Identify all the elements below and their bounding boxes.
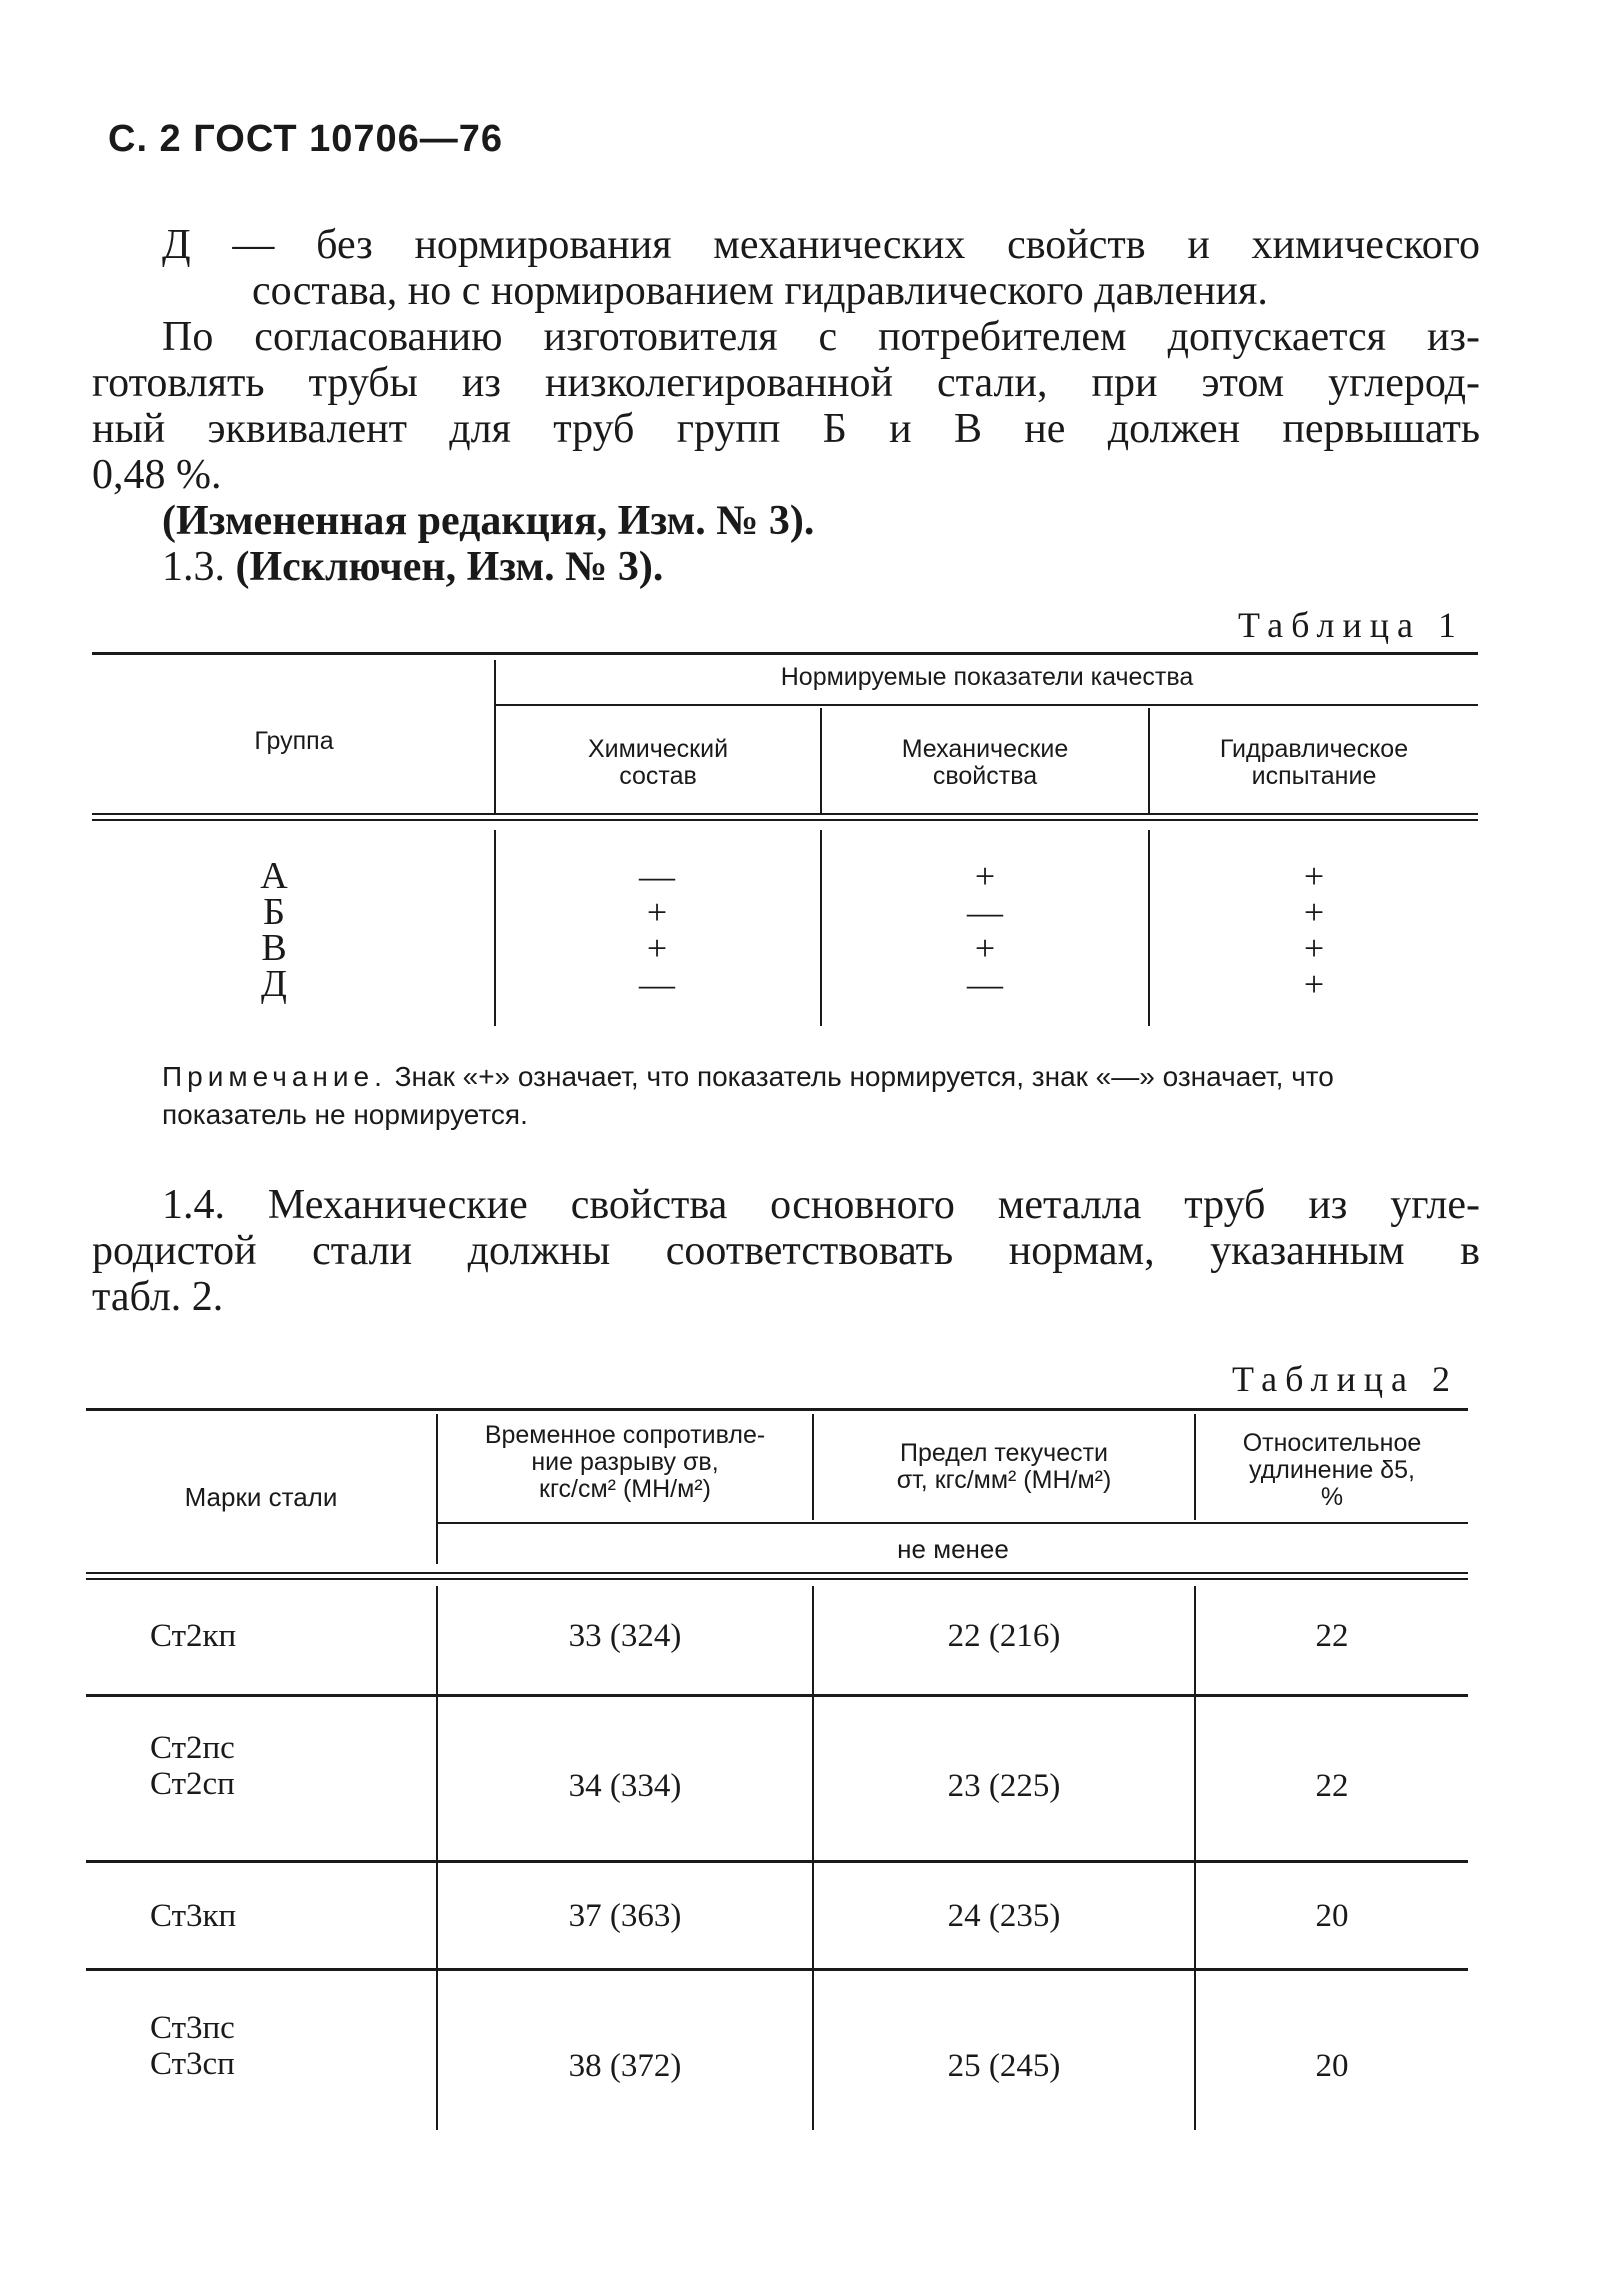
table1-row-a-mech: + [974,856,996,896]
table2-row3-grade: Ст3кп [150,1898,237,1934]
table1-col-chem [496,736,820,790]
table1-body-vline-1 [494,830,496,1026]
table2-top-rule [86,1408,1468,1411]
table2-col-elong-line1: Относительное [1242,1429,1422,1457]
table2-col-tensile-line2: ние разрыву σв, [531,1448,719,1476]
table1-row-b-group: Б [263,891,285,933]
para-d-line2: состава, но с нормированием гидравлического давления. [252,268,1268,314]
table2-row3-yield: 24 (235) [947,1898,1061,1934]
table1-row-a-chem: — [639,856,675,896]
table2-col-yield-line2: σт, кгс/мм² (МН/м²) [896,1466,1112,1494]
para-agree-line3: ный эквивалент для труб групп Б и В не должен первышать [92,406,1480,452]
table1-col-hydro-line1: Гидравлическое [1219,735,1409,763]
table2-row1-elong: 22 [1315,1618,1349,1654]
table2-row3-tensile: 37 (363) [568,1898,682,1934]
table2-col-elong [1196,1430,1468,1511]
table1-col-mech-line2: свойства [932,762,1038,790]
section-1-4-line1: 1.4. Механические свойства основного металла труб из угле- [162,1182,1480,1228]
table1-col-group: Группа [254,727,334,755]
table1-row-a-group: А [260,855,288,897]
table2-header-rule-a [86,1572,1468,1574]
table1-note-label: Примечание. [162,1061,387,1092]
table1-row-d-group: Д [261,963,287,1005]
table2-col-tensile-line1: Временное сопротивле- [484,1421,766,1449]
table1-row-b-hydro: + [1303,892,1325,932]
amended-note: (Измененная редакция, Изм. № 3). [162,498,815,544]
table1-row-a-hydro: + [1303,856,1325,896]
table2-col-elong-line2: удлинение δ5, [1249,1456,1415,1484]
table2-row4-tensile: 38 (372) [568,2048,682,2084]
section-1-3 [162,544,663,590]
section-1-3-text: (Исключен, Изм. № 3). [235,544,664,590]
table2-row1-grade: Ст2кп [150,1618,237,1654]
table1-header-rule-a [92,813,1478,815]
table2-header-rule-b [86,1578,1468,1580]
table1-col-mech [822,736,1148,790]
table1-col-hydro [1150,736,1478,790]
table2-row-rule-2 [86,1860,1468,1863]
table1-row-b-chem: + [646,892,668,932]
table2-row2-tensile: 34 (334) [568,1768,682,1804]
table1-quality-rule [496,704,1478,706]
table2-row3-elong: 20 [1315,1898,1349,1934]
table2-row2-yield: 23 (225) [947,1768,1061,1804]
table1-row-d-chem: — [639,964,675,1004]
para-agree-line2: готовлять трубы из низколегированной стали, при этом углерод- [92,360,1480,406]
table2-row4-grade-a: Ст3пс [150,2010,235,2046]
table2-col-grade: Марки стали [184,1482,338,1512]
table1-row-v-mech: + [974,928,996,968]
table1-col-hydro-line2: испытание [1251,762,1377,790]
table2-row-rule-3 [86,1968,1468,1971]
table2-row2-elong: 22 [1315,1768,1349,1804]
table1-col-quality: Нормируемые показатели качества [780,663,1194,691]
table2-col-tensile-line3: кгс/см² (МН/м²) [539,1475,711,1503]
table1-header-rule-b [92,819,1478,821]
table1-caption: Таблица 1 [1238,605,1464,645]
table1-body-vline-3 [1148,830,1150,1026]
table2-subheader-rule [438,1522,1468,1524]
table2-col-yield [814,1440,1194,1494]
para-agree-line4: 0,48 %. [92,452,222,498]
page-header: С. 2 ГОСТ 10706—76 [108,118,504,160]
table1-top-rule [92,652,1478,655]
table1-row-v-group: В [261,927,287,969]
section-1-4-line3: табл. 2. [92,1274,224,1320]
table2-col-elong-line3: % [1320,1483,1344,1511]
table1-body-vline-2 [820,830,822,1026]
table2-row1-yield: 22 (216) [947,1618,1061,1654]
table2-subheader: не менее [897,1534,1009,1564]
table2-row1-tensile: 33 (324) [568,1618,682,1654]
para-agree-line1: По согласованию изготовителя с потребителем допускается из- [162,314,1480,360]
table2-col-yield-line1: Предел текучести [899,1439,1109,1467]
table2-col-tensile [438,1422,812,1503]
table1-col-chem-line1: Химический [587,735,729,763]
table2-row4-elong: 20 [1315,2048,1349,2084]
para-d-line1: Д — без нормирования механических свойств и химического [162,222,1480,268]
table2-row2-grade-b: Ст2сп [150,1766,235,1802]
table2-row-rule-1 [86,1694,1468,1697]
section-1-4-line2: родистой стали должны соответствовать нормам, указанным в [92,1228,1480,1274]
table2-row4-yield: 25 (245) [947,2048,1061,2084]
table1-row-d-mech: — [967,964,1003,1004]
section-1-3-number: 1.3. [162,544,225,590]
table1-row-d-hydro: + [1303,964,1325,1004]
table1-note-text: Знак «+» означает, что показатель нормируется, знак «—» означает, что показатель не нормируется. [162,1061,1334,1130]
table1-row-v-chem: + [646,928,668,968]
table1-row-b-mech: — [967,892,1003,932]
table2-row2-grade-a: Ст2пс [150,1730,235,1766]
table2-row4-grade-b: Ст3сп [150,2046,235,2082]
table2-caption: Таблица 2 [1232,1359,1458,1399]
table1-row-v-hydro: + [1303,928,1325,968]
table1-note [162,1058,1482,1134]
table1-col-mech-line1: Механические [901,735,1069,763]
table1-col-chem-line2: состав [619,762,697,790]
